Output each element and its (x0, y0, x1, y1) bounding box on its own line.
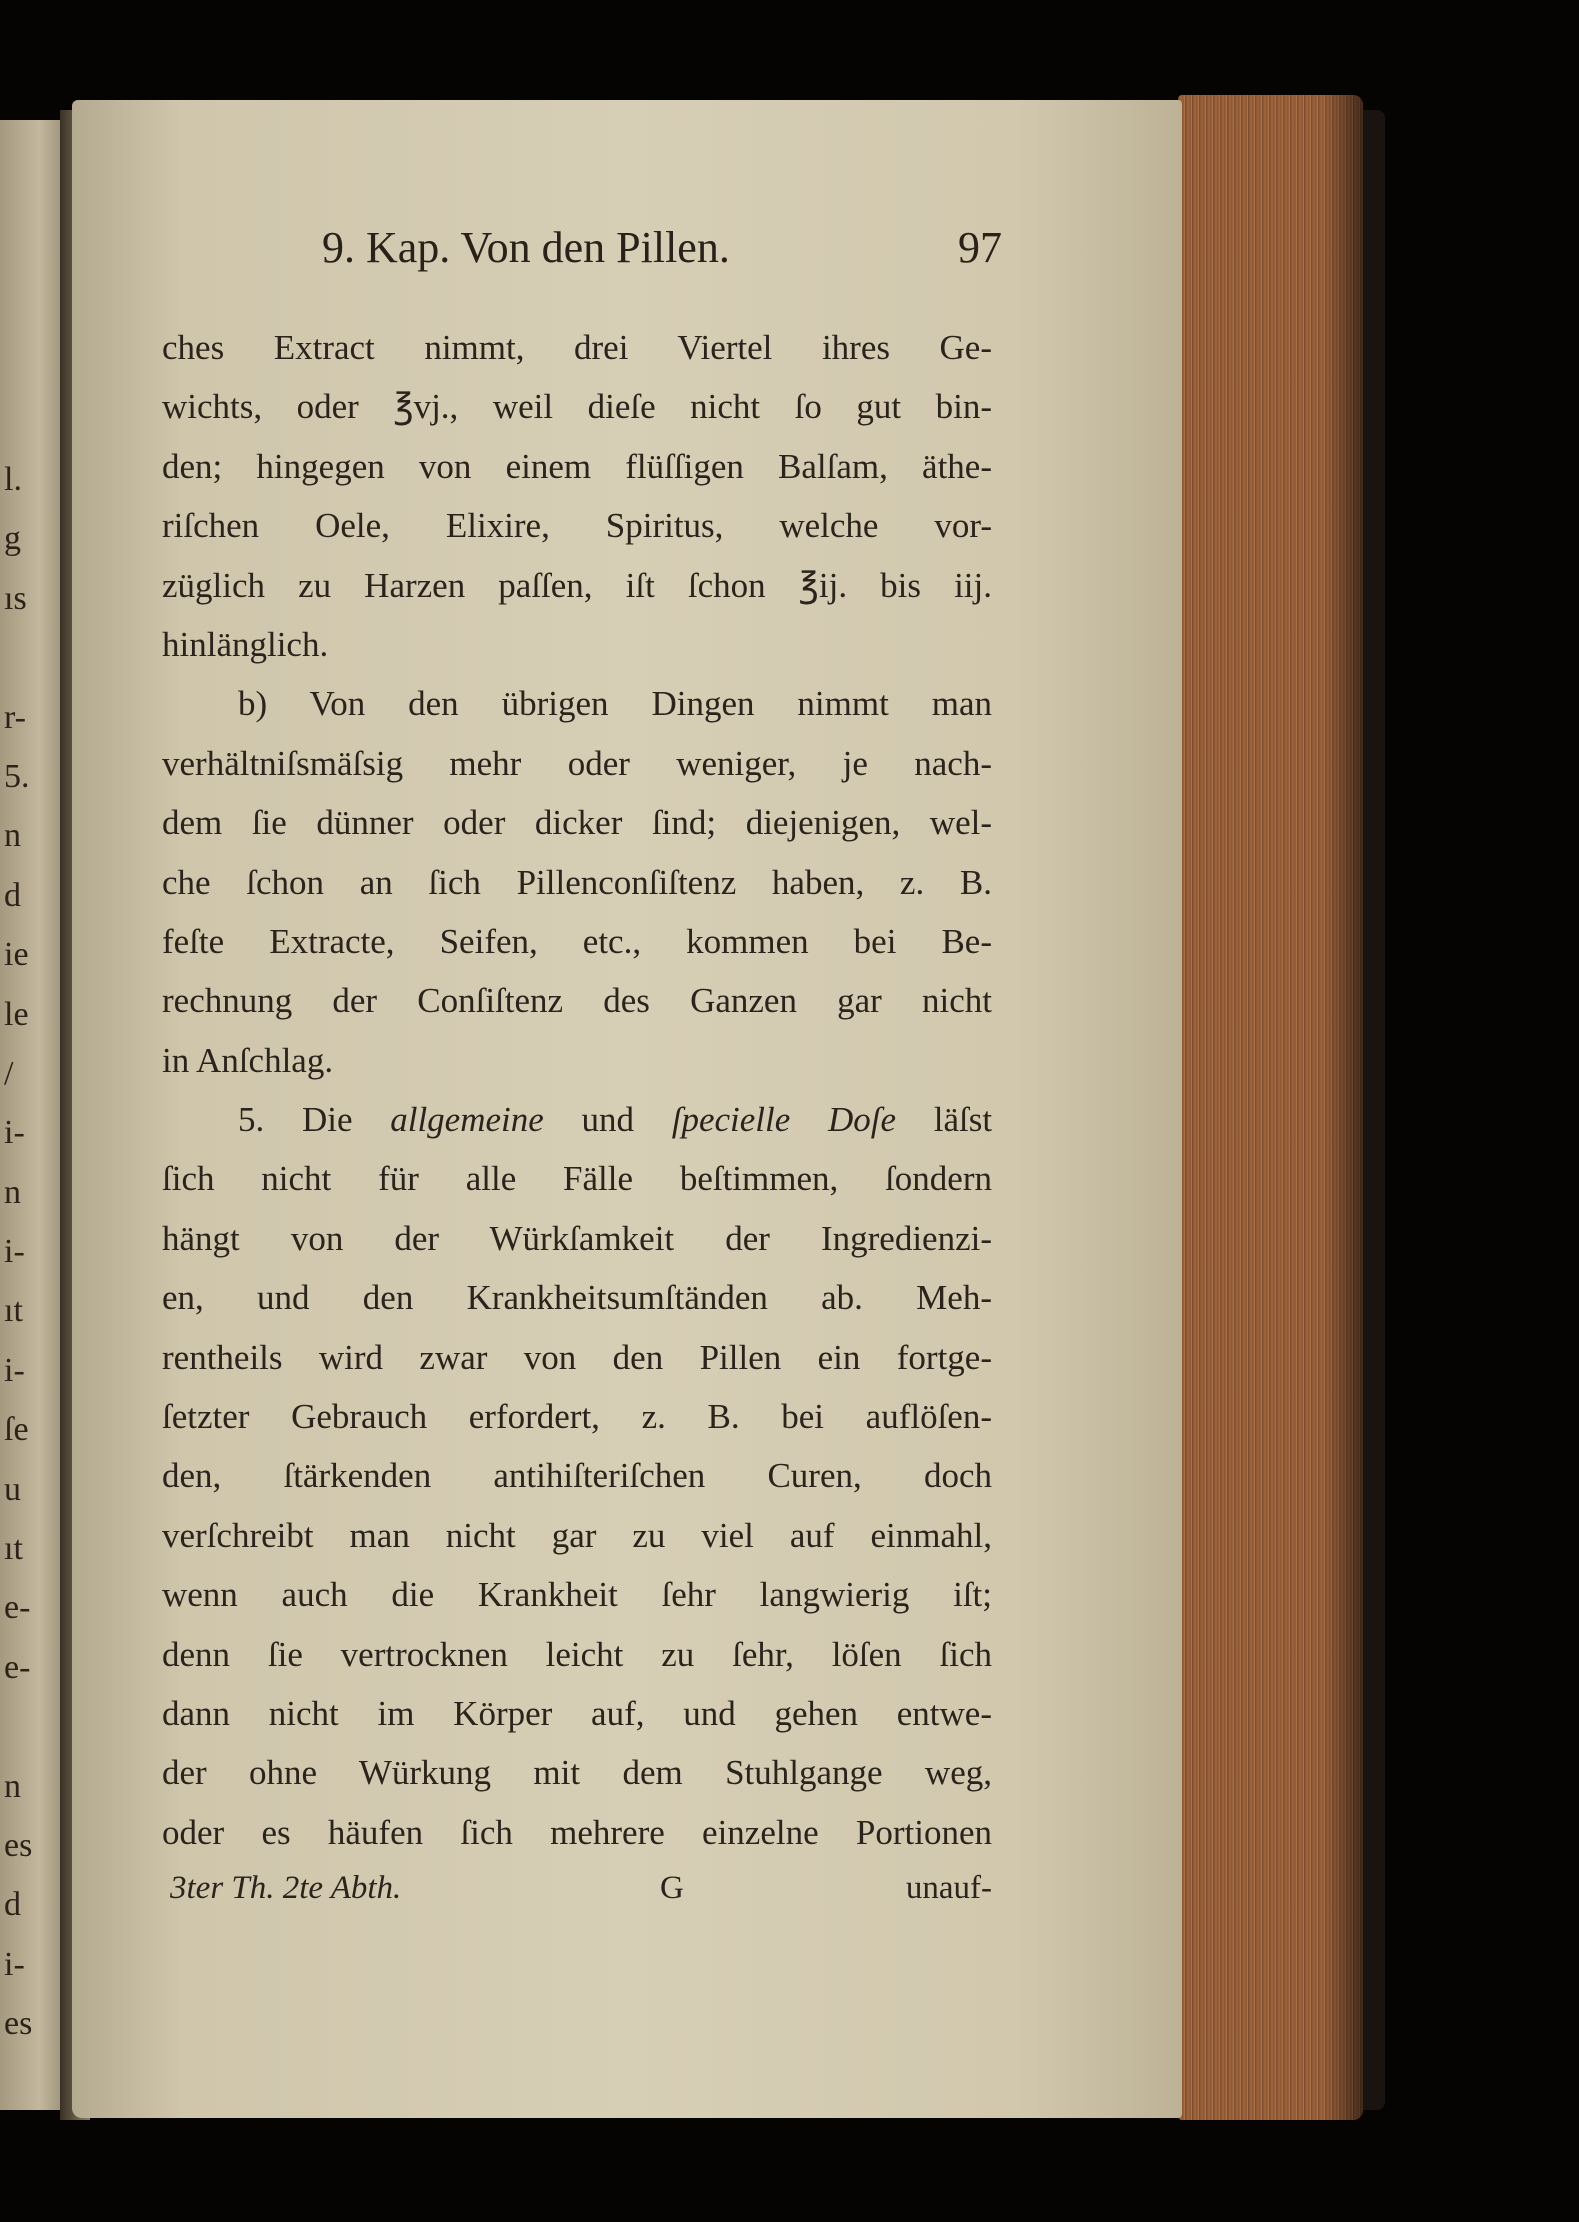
text-segment: 5. Die (238, 1100, 353, 1140)
running-header (322, 222, 1002, 282)
signature-letter: G (660, 1870, 684, 1906)
previous-page-fragment: n (4, 1767, 21, 1805)
previous-page-fragment: d (4, 876, 21, 914)
italic-term-allgemeine: allgemeine (390, 1100, 544, 1140)
signature-mark: 3ter Th. 2te Abth. (170, 1870, 402, 1906)
previous-page-fragment: g (4, 520, 21, 558)
text-line: der ohne Würkung mit dem Stuhlgange weg, (162, 1753, 992, 1793)
previous-page-fragment: r- (4, 698, 26, 736)
text-line: dem ſie dünner oder dicker ſind; diejenigen, wel- (162, 803, 992, 843)
text-line: in Anſchlag. (162, 1040, 334, 1080)
text-line: wenn auch die Krankheit ſehr langwierig iſt; (162, 1575, 992, 1615)
text-line: rechnung der Conſiſtenz des Ganzen gar nicht (162, 981, 992, 1021)
text-line: riſchen Oele, Elixire, Spiritus, welche vor- (162, 506, 992, 546)
text-line: dann nicht im Körper auf, und gehen entwe- (162, 1693, 992, 1733)
previous-page-fragment: u (4, 1470, 21, 1508)
text-line: hängt von der Würkſamkeit der Ingredienzi- (162, 1218, 992, 1258)
text-line: ſetzter Gebrauch erfordert, z. B. bei auflöſen- (162, 1397, 992, 1437)
previous-page-fragment: 5. (4, 757, 30, 795)
previous-page-fragment: i- (4, 1233, 25, 1271)
text-line: wichts, oder ℥vj., weil dieſe nicht ſo gut bin- (162, 387, 992, 427)
previous-page-fragment: ıs (4, 579, 27, 617)
previous-page-fragment: i- (4, 1351, 25, 1389)
text-segment: läſst (933, 1100, 993, 1140)
text-line: oder es häufen ſich mehrere einzelne Portionen (162, 1812, 992, 1852)
text-line: den, ſtärkenden antihiſteriſchen Curen, doch (162, 1456, 992, 1496)
previous-page-fragment (4, 1697, 64, 1756)
text-line-mixed (162, 1090, 992, 1149)
text-line: züglich zu Harzen paſſen, iſt ſchon ℥ij. bis iij. (162, 565, 992, 605)
catchword: unauf- (905, 1870, 992, 1906)
previous-page-fragment: ſe (4, 1411, 29, 1449)
text-line: denn ſie vertrocknen leicht zu ſehr, löſen ſich (162, 1634, 992, 1674)
text-line: verſchreibt man nicht gar zu viel auf einmahl, (162, 1515, 992, 1555)
text-line: rentheils wird zwar von den Pillen ein fortge- (162, 1337, 992, 1377)
italic-term-specielle-dose: ſpecielle Doſe (671, 1100, 896, 1140)
previous-page-fragment (4, 628, 64, 687)
text-line: en, und den Krankheitsumſtänden ab. Meh- (162, 1278, 992, 1318)
running-title: 9. Kap. Von den Pillen. (322, 223, 730, 272)
previous-page-text-fragments (4, 450, 64, 2054)
text-segment: und (581, 1100, 634, 1140)
text-line: ches Extract nimmt, drei Viertel ihres Ge- (162, 328, 992, 367)
previous-page-fragment: n (4, 817, 21, 855)
previous-page-fragment: e- (4, 1648, 31, 1686)
previous-page-fragment: n (4, 1173, 21, 1211)
text-line: ſich nicht für alle Fälle beſtimmen, ſondern (162, 1159, 992, 1199)
previous-page-fragment: ie (4, 936, 29, 974)
text-line: b) Von den übrigen Dingen nimmt man (238, 684, 992, 724)
page-footer (170, 1870, 992, 1920)
previous-page-fragment: es (4, 1826, 33, 1864)
text-line: verhältniſsmäſsig mehr oder weniger, je nach- (162, 743, 992, 783)
previous-page-fragment: le (4, 995, 29, 1033)
page-block-edges (1178, 95, 1363, 2120)
previous-page-fragment: i- (4, 1114, 25, 1152)
previous-page-fragment: ıt (4, 1530, 23, 1568)
text-line: den; hingegen von einem flüſſigen Balſam, äthe- (162, 446, 992, 486)
previous-page-fragment: ıt (4, 1292, 23, 1330)
page-text (162, 318, 992, 1862)
previous-page-fragment: es (4, 2005, 33, 2043)
text-line: feſte Extracte, Seifen, etc., kommen bei Be- (162, 921, 992, 961)
previous-page-fragment: d (4, 1886, 21, 1924)
text-line: che ſchon an ſich Pillenconſiſtenz haben, z. B. (162, 862, 992, 902)
page-number: 97 (958, 223, 1002, 272)
previous-page-fragment: l. (4, 461, 22, 498)
previous-page-fragment: / (4, 1054, 14, 1092)
text-line: hinlänglich. (162, 624, 329, 664)
previous-page-fragment: e- (4, 1589, 31, 1627)
previous-page-fragment: i- (4, 1945, 25, 1983)
